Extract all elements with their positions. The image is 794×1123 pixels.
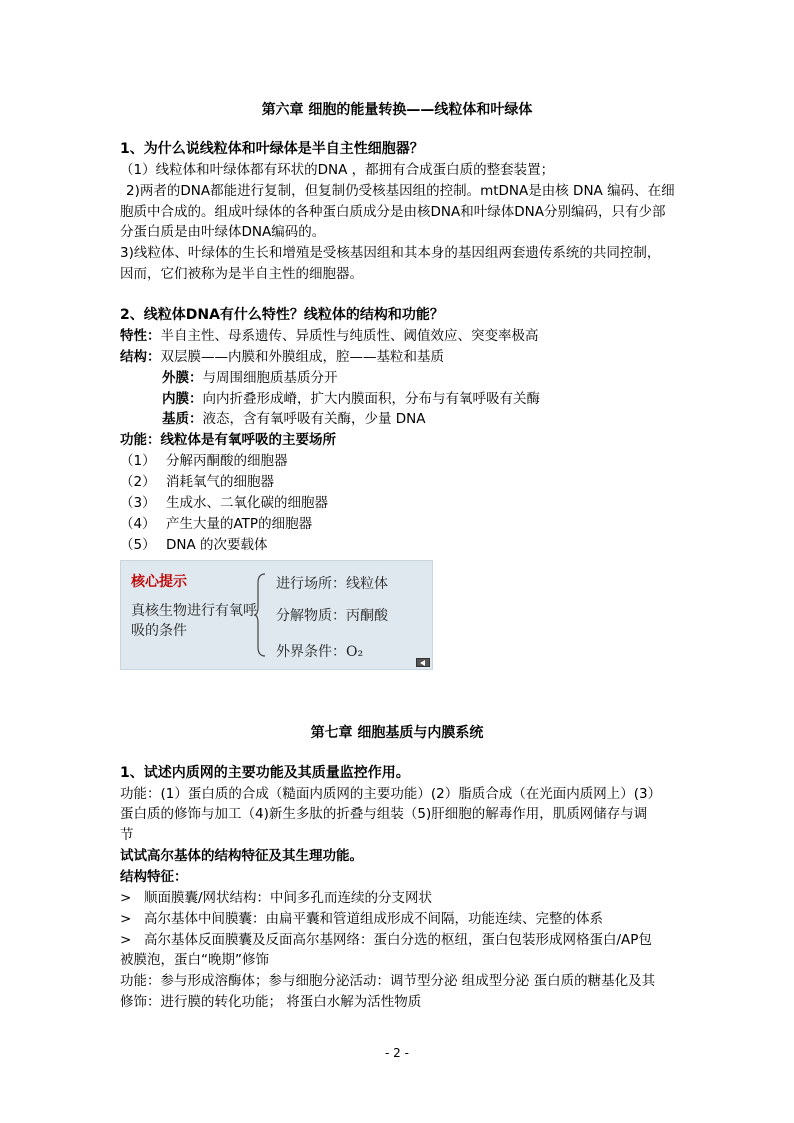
matrix-text: 液态，含有氧呼吸有关酶，少量 DNA [202,411,426,427]
struct-item [120,930,652,951]
q1-line-3: 胞质中合成的。组成叶绿体的各种蛋白质成分是由核DNA和叶绿体DNA分别编码，只有少部 [120,204,666,220]
golgi-function-line-2: 修饰：进行膜的转化功能； 将蛋白水解为活性物质 [120,994,422,1010]
er-function-line-1 [120,784,661,805]
inner-membrane-line [162,389,540,410]
er-function-text: 功能：(1）蛋白质的合成（糙面内质网的主要功能）(2）脂质合成（在光面内质网上）(3） [120,786,662,802]
struct-item-continuation: 被膜泡，蛋白“晚期”修饰 [120,952,269,968]
function-text: 生成水、二氧化碳的细胞器 [166,495,328,511]
outer-label: 外膜： [162,370,203,386]
inner-label: 内膜： [162,391,203,407]
respiration-conditions-image [120,560,433,670]
function-num: （2） [120,474,156,490]
page-number: - 2 - [385,1046,409,1060]
condition-label: 真核生物进行有氧呼吸的条件 [131,603,257,639]
outer-text: 与周围细胞质基质分开 [202,370,338,386]
key-point-label: 核心提示 [131,574,187,590]
function-item [120,472,274,493]
struct-item-text: 顺面膜囊/网状结构：中间多孔而连续的分支网状 [144,890,433,906]
function-num: （4） [120,516,156,532]
structure-label: 结构： [120,349,161,365]
inner-text: 向内折叠形成嵴，扩大内膜面积，分布与有氧呼吸有关酶 [202,391,540,407]
q1-line-4: 分蛋白质是由叶绿体DNA编码的。 [120,224,326,240]
function-text: DNA 的次要载体 [166,537,268,553]
matrix-line [162,409,426,430]
er-function-line-3: 节 [120,827,134,843]
function-text: 产生大量的ATP的细胞器 [166,516,313,532]
function-title: 功能：线粒体是有氧呼吸的主要场所 [120,432,336,448]
struct-item [120,909,603,930]
structure-features-title: 结构特征： [120,869,188,885]
q1-line-2: 2)两者的DNA都能进行复制，但复制仍受核基因组的控制。mtDNA是由核 DNA 编码、在细 [126,183,675,199]
outer-membrane-line [162,368,338,389]
question-1-title: 1、为什么说线粒体和叶绿体是半自主性细胞器？ [120,141,424,157]
function-num: （5） [120,537,156,553]
struct-item [120,888,432,909]
golgi-question-title: 试试高尔基体的结构特征及其生理功能。 [120,848,363,864]
q1-line-6: 因而，它们被称为是半自主性的细胞器。 [120,266,363,282]
bullet-icon: > [120,932,132,948]
chapter-6-title: 第六章 细胞的能量转换——线粒体和叶绿体 [261,102,533,118]
ch7-question-1-title: 1、试述内质网的主要功能及其质量监控作用。 [120,765,410,781]
er-function-line-2: 蛋白质的修饰与加工（4)新生多肽的折叠与组装（5)肝细胞的解毒作用，肌质网储存与调 [120,806,648,822]
panel-row: 进行场所：线粒体 [276,576,388,592]
chapter-7-title: 第七章 细胞基质与内膜系统 [310,725,484,741]
feature-line [120,326,539,347]
panel-row: 分解物质：丙酮酸 [276,608,388,624]
bullet-icon: > [120,911,132,927]
structure-line [120,347,444,368]
bullet-icon: > [120,890,132,906]
function-item [120,514,312,535]
question-2-title: 2、线粒体DNA有什么特性？线粒体的结构和功能？ [120,307,444,323]
panel-row: 外界条件：O₂ [276,644,364,660]
function-num: （1） [120,453,156,469]
function-num: （3） [120,495,156,511]
golgi-function-line-1: 功能：参与形成溶酶体；参与细胞分泌活动：调节型分泌 组成型分泌 蛋白质的糖基化及其 [120,973,656,989]
function-text: 消耗氧气的细胞器 [166,474,274,490]
struct-item-text: 高尔基体反面膜囊及反面高尔基网络：蛋白分选的枢纽，蛋白包装形成网格蛋白/AP包 [144,932,652,948]
q1-line-5: 3)线粒体、叶绿体的生长和增殖是受核基因组和其本身的基因组两套遗传系统的共同控制， [120,245,661,261]
brace-icon [253,573,267,657]
function-item [120,451,288,472]
struct-item-text: 高尔基体中间膜囊：由扁平囊和管道组成形成不间隔，功能连续、完整的体系 [144,911,603,927]
feature-text: 半自主性、母系遗传、异质性与纯质性、阈值效应、突变率极高 [160,328,539,344]
matrix-label: 基质： [162,411,203,427]
back-arrow-icon[interactable] [416,658,430,667]
function-item [120,493,328,514]
q1-line-1: （1）线粒体和叶绿体都有环状的DNA ，都拥有合成蛋白质的整套装置； [120,162,555,178]
structure-text: 双层膜——内膜和外膜组成，腔——基粒和基质 [160,349,444,365]
function-item [120,535,268,556]
feature-label: 特性： [120,328,161,344]
function-text: 分解丙酮酸的细胞器 [166,453,288,469]
